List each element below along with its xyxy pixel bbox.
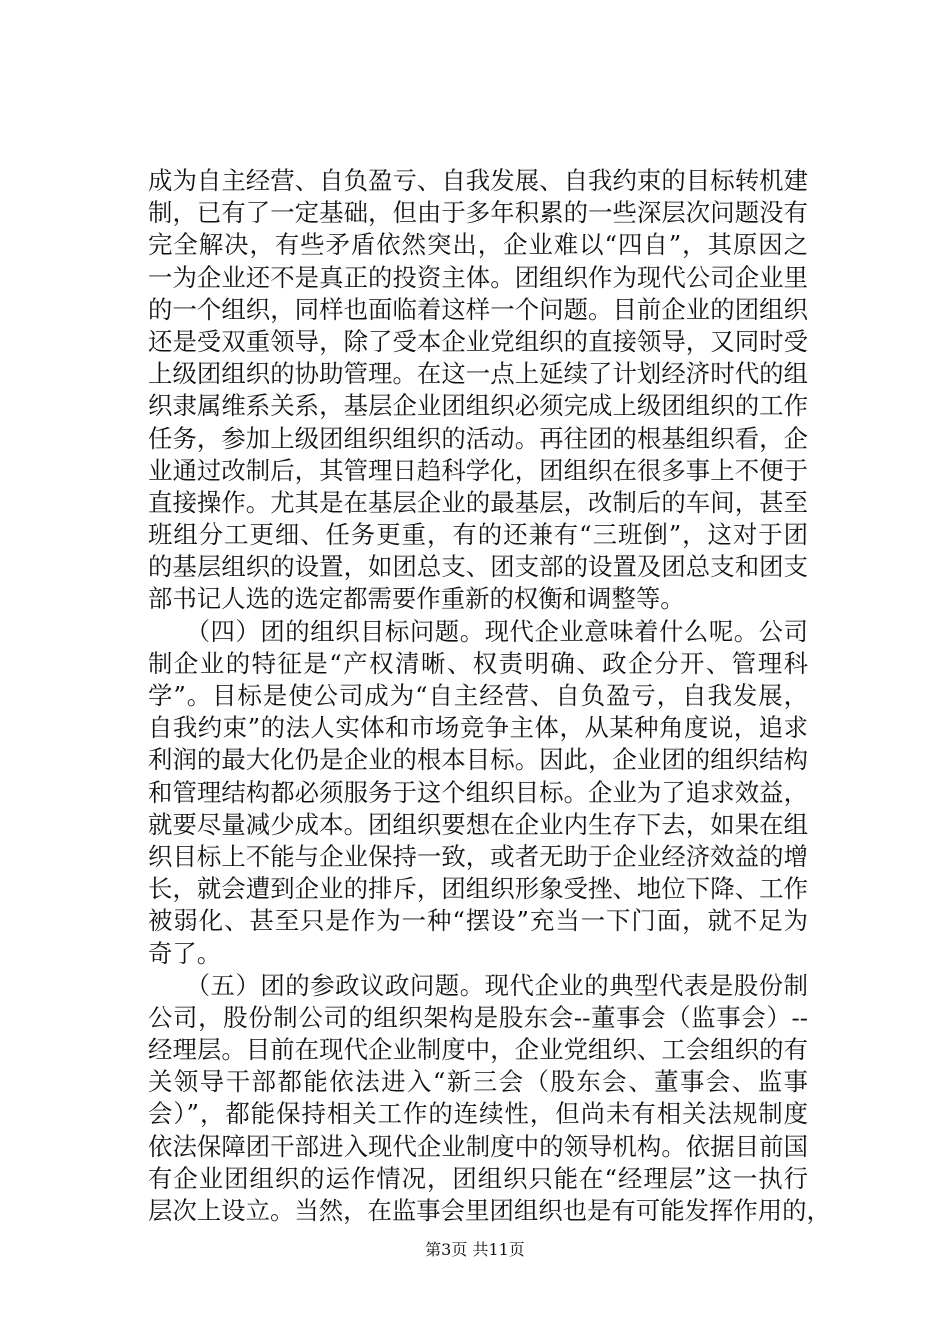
text-line: 公司，股份制公司的组织架构是股东会--董事会（监事会）-- [148, 1002, 808, 1032]
text-line: 上级团组织的协助管理。在这一点上延续了计划经济时代的组 [148, 359, 808, 389]
text-line: （四）团的组织目标问题。现代企业意味着什么呢。公司 [148, 616, 808, 646]
text-line: 一为企业还不是真正的投资主体。团组织作为现代公司企业里 [148, 262, 808, 292]
text-line: 班组分工更细、任务更重，有的还兼有“三班倒”，这对于团 [148, 520, 808, 550]
text-line: 和管理结构都必须服务于这个组织目标。企业为了追求效益， [148, 777, 808, 807]
text-line: （五）团的参政议政问题。现代企业的典型代表是股份制 [148, 970, 808, 1000]
text-line: 制企业的特征是“产权清晰、权责明确、政企分开、管理科 [148, 648, 808, 678]
text-line: 就要尽量减少成本。团组织要想在企业内生存下去，如果在组 [148, 809, 808, 839]
text-line: 织隶属维系关系，基层企业团组织必须完成上级团组织的工作 [148, 391, 808, 421]
text-line: 经理层。目前在现代企业制度中，企业党组织、工会组织的有 [148, 1035, 808, 1065]
text-line: 直接操作。尤其是在基层企业的最基层，改制后的车间，甚至 [148, 487, 808, 517]
text-line: 业通过改制后，其管理日趋科学化，团组织在很多事上不便于 [148, 455, 808, 485]
paragraph-1 [148, 165, 808, 616]
text-line: 的基层组织的设置，如团总支、团支部的设置及团总支和团支 [148, 552, 808, 582]
text-line: 的一个组织，同样也面临着这样一个问题。目前企业的团组织 [148, 294, 808, 324]
text-line: 自我约束”的法人实体和市场竞争主体，从某种角度说，追求 [148, 713, 808, 743]
text-line: 任务，参加上级团组织组织的活动。再往团的根基组织看，企 [148, 423, 808, 453]
text-line: 被弱化、甚至只是作为一种“摆设”充当一下门面，就不足为 [148, 906, 808, 936]
text-line: 长，就会遭到企业的排斥，团组织形象受挫、地位下降、工作 [148, 874, 808, 904]
page-number-footer: 第3页 共11页 [425, 1240, 525, 1259]
text-line: 奇了。 [148, 938, 222, 968]
paragraph-2 [148, 616, 808, 970]
document-body [148, 165, 831, 1227]
text-line: 织目标上不能与企业保持一致，或者无助于企业经济效益的增 [148, 841, 808, 871]
text-line: 部书记人选的选定都需要作重新的权衡和调整等。 [148, 584, 685, 614]
text-line: 完全解决，有些矛盾依然突出，企业难以“四自”，其原因之 [148, 230, 808, 260]
text-line: 依法保障团干部进入现代企业制度中的领导机构。依据目前国 [148, 1131, 808, 1161]
text-line: 成为自主经营、自负盈亏、自我发展、自我约束的目标转机建 [148, 166, 808, 195]
text-line: 利润的最大化仍是企业的根本目标。因此，企业团的组织结构 [148, 745, 808, 775]
text-line: 制，已有了一定基础，但由于多年积累的一些深层次问题没有 [148, 198, 808, 228]
text-line: 层次上设立。当然，在监事会里团组织也是有可能发挥作用的， [148, 1196, 831, 1225]
text-line: 关领导干部都能依法进入“新三会（股东会、董事会、监事 [148, 1067, 808, 1097]
text-line: 会）”，都能保持相关工作的连续性，但尚未有相关法规制度 [148, 1099, 808, 1129]
text-line: 学”。目标是使公司成为“自主经营、自负盈亏，自我发展， [148, 681, 808, 710]
text-line: 还是受双重领导，除了受本企业党组织的直接领导，又同时受 [148, 326, 808, 356]
text-line: 有企业团组织的运作情况，团组织只能在“经理层”这一执行 [148, 1163, 808, 1193]
paragraph-3 [148, 970, 831, 1228]
